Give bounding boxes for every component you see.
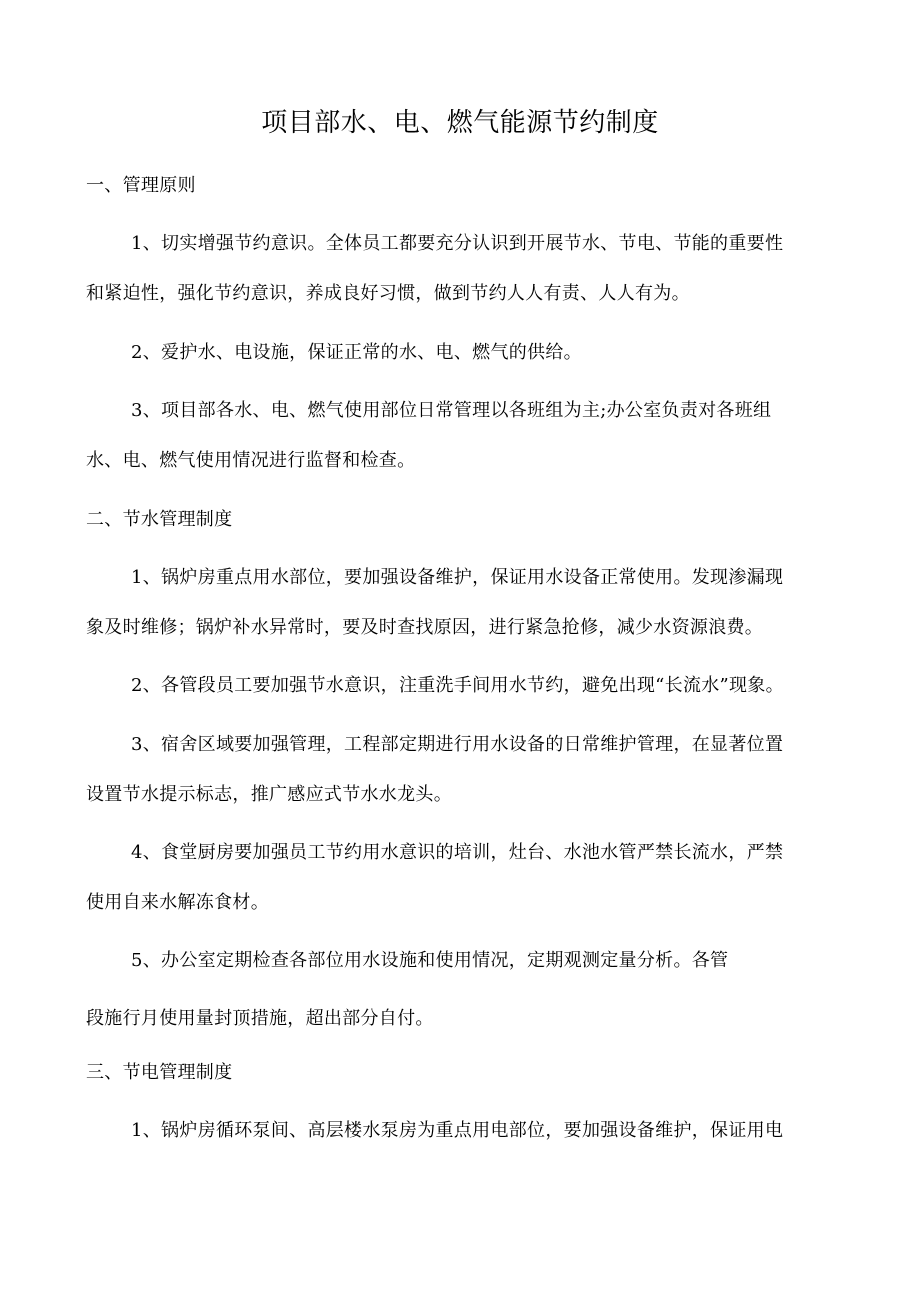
- paragraph-line: 3、宿舍区域要加强管理，工程部定期进行用水设备的日常维护管理，在显著位置: [131, 734, 784, 755]
- section-heading-1: 一、管理原则: [86, 175, 196, 196]
- paragraph-line: 设置节水提示标志，推广感应式节水水龙头。: [86, 784, 452, 805]
- section-heading-2: 二、节水管理制度: [86, 509, 233, 530]
- paragraph-line: 1、锅炉房重点用水部位，要加强设备维护，保证用水设备正常使用。发现渗漏现: [131, 567, 784, 588]
- paragraph-line: 使用自来水解冻食材。: [86, 892, 269, 913]
- paragraph-line: 3、项目部各水、电、燃气使用部位日常管理以各班组为主;办公室负责对各班组: [131, 400, 772, 421]
- paragraph-line: 段施行月使用量封顶措施，超出部分自付。: [86, 1008, 434, 1029]
- paragraph-line: 2、爱护水、电设施，保证正常的水、电、燃气的供给。: [131, 342, 582, 363]
- section-heading-3: 三、节电管理制度: [86, 1062, 233, 1083]
- paragraph-line: 水、电、燃气使用情况进行监督和检查。: [86, 450, 416, 471]
- paragraph-line: 1、锅炉房循环泵间、高层楼水泵房为重点用电部位，要加强设备维护，保证用电: [131, 1120, 784, 1141]
- paragraph-line: 象及时维修；锅炉补水异常时，要及时查找原因，进行紧急抢修，减少水资源浪费。: [86, 617, 764, 638]
- document-title: 项目部水、电、燃气能源节约制度: [261, 108, 659, 138]
- paragraph-line: 1、切实增强节约意识。全体员工都要充分认识到开展节水、节电、节能的重要性: [131, 233, 784, 254]
- paragraph-line: 2、各管段员工要加强节水意识，注重洗手间用水节约，避免出现“长流水”现象。: [131, 675, 784, 696]
- paragraph-line: 4、食堂厨房要加强员工节约用水意识的培训，灶台、水池水管严禁长流水，严禁: [131, 842, 784, 863]
- paragraph-line: 和紧迫性，强化节约意识，养成良好习惯，做到节约人人有责、人人有为。: [86, 283, 690, 304]
- paragraph-line: 5、办公室定期检查各部位用水设施和使用情况，定期观测定量分析。各管: [131, 950, 729, 971]
